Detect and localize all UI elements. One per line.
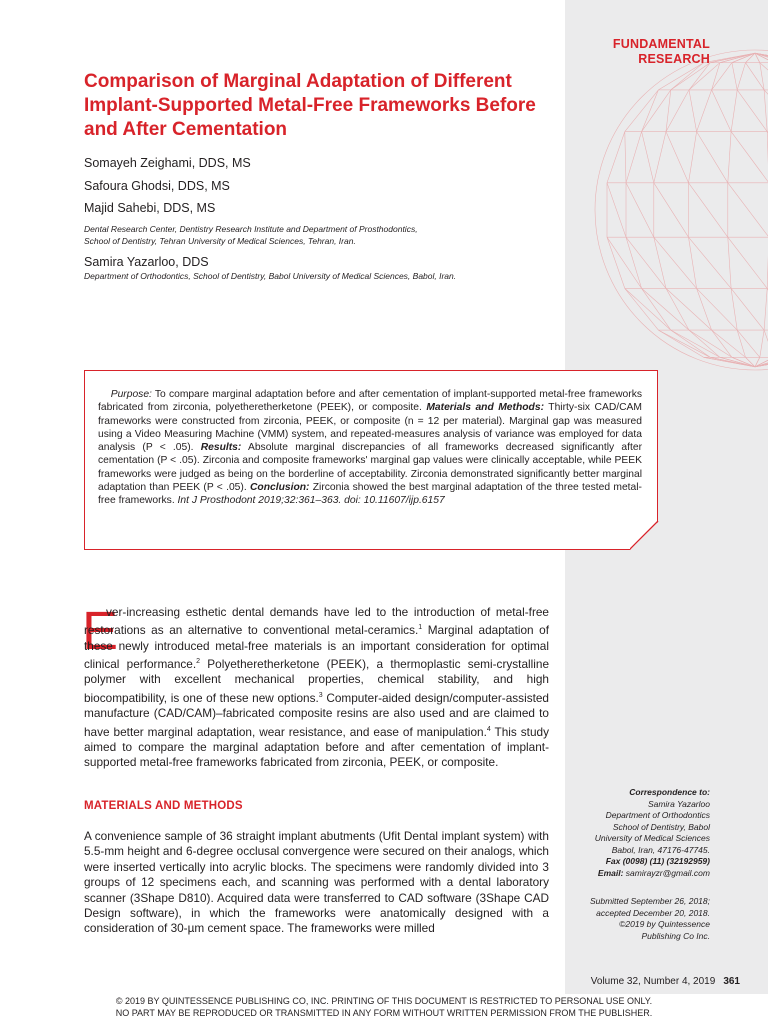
intro-text-3: Polyetheretherketone (PEEK), a thermoplastic semi-crystalline polymer with excellent mechanical properties, chemical stability, and high biocompatibility, is one of these new options. <box>84 657 550 705</box>
abstract-methods: Thirty-six CAD/CAM frameworks were constructed from zirconia, PEEK, or composite (n = 12 per material). Marginal gap was measured using a Video Measuring Machine (VMM) system, and repeated-measures analysis of variance was employed for data analysis (P < .05). <box>98 402 642 454</box>
sphere-mesh-line <box>732 357 755 367</box>
ref-2: 2 <box>196 658 201 666</box>
correspondence-line: Department of Orthodontics <box>605 810 710 820</box>
sphere-mesh-line <box>720 357 755 367</box>
author-4: Samira Yazarloo, DDS <box>84 255 209 269</box>
ref-4: 4 <box>486 725 491 733</box>
ref-1: 1 <box>418 624 423 632</box>
sphere-mesh-line <box>626 132 642 183</box>
affiliation-1-line-2: School of Dentistry, Tehran University of Medical Sciences, Tehran, Iran. <box>84 236 356 246</box>
sphere-mesh-line <box>720 53 755 63</box>
dates-line: ©2019 by Quintessence <box>619 919 710 929</box>
intro-text-1: ver-increasing esthetic dental demands have led to the introduction of metal-free restorations as an alternative to conventional metal-ceramics. <box>84 605 549 638</box>
sphere-mesh-line <box>607 183 626 237</box>
author-2: Safoura Ghodsi, DDS, MS <box>84 179 230 193</box>
author-3: Majid Sahebi, DDS, MS <box>84 201 216 215</box>
sphere-mesh-line <box>654 183 689 237</box>
sphere-mesh-line <box>697 90 712 132</box>
methods-heading: MATERIALS AND METHODS <box>84 800 243 812</box>
article-title: Comparison of Marginal Adaptation of Different Implant-Supported Metal-Free Frameworks Before and After Cementation <box>84 71 536 140</box>
sphere-mesh-line <box>712 63 732 90</box>
intro-text-4: Computer-aided design/computer-assisted manufacture (CAD/CAM)–fabricated composite resins are also used and are claimed to have better marginal adaptation, wear resistance, and ease of manipulation. <box>84 690 549 739</box>
sphere-mesh-line <box>760 330 764 357</box>
copyright-line-2: NO PART MAY BE REPRODUCED OR TRANSMITTED IN ANY FORM WITHOUT WRITTEN PERMISSION FROM THE PUBLISHER. <box>115 1007 653 1018</box>
email-link[interactable]: samirayzr@gmail.com <box>623 867 710 878</box>
sphere-mesh-line <box>689 237 697 288</box>
drop-cap: E <box>82 601 119 661</box>
sphere-mesh-line <box>697 132 728 183</box>
sphere-mesh-line <box>689 237 732 288</box>
geodesic-sphere-graphic <box>565 40 768 380</box>
intro-text-5: This study aimed to compare the marginal adaptation before and after cementation of implant-supported metal-free frameworks fabricated from zirconia, PEEK, or composite. <box>84 724 549 770</box>
sphere-mesh-line <box>625 288 671 330</box>
sphere-mesh-line <box>712 63 720 90</box>
intro-paragraph <box>82 601 550 771</box>
sphere-mesh-line <box>626 237 642 288</box>
sphere-mesh-line <box>755 53 768 63</box>
methods-paragraph: A convenience sample of 36 straight implant abutments (Ufit Dental implant system) with 5.5-mm height and 6-degree occlusal convergence were secured on their analogs, which were inserted vertically into acrylic blocks. The specimens were randomly divided into 3 groups of 12 specimens each, and scanning was performed with a dental laboratory scanner (3Shape D810). Acquired data were transferred to CAD software (3Shape CAD Design software), in which the frameworks were anatomically designed with a consideration of 30-µm cement space. The frameworks were milled <box>84 829 549 936</box>
sphere-mesh-line <box>746 63 765 90</box>
section-label <box>613 37 710 67</box>
dates-line: Submitted September 26, 2018; <box>589 896 710 906</box>
abstract-methods-label: Materials and Methods: <box>426 402 544 414</box>
abstract-results: Absolute marginal discrepancies of all frameworks decreased significantly after cementation (P < .05). Zirconia and composite frameworks' marginal gap values were clinically acceptable, while PEEK frameworks were judged as being on the borderline of acceptability. Zirconia demonstrated significantly better marginal adaptation than PEEK (P < .05). <box>98 442 643 494</box>
correspondence-line: University of Medical Sciences <box>594 833 710 843</box>
sphere-mesh-line <box>737 63 745 90</box>
sphere-mesh-line <box>666 132 689 183</box>
sphere-mesh-line <box>658 330 703 357</box>
email-label: Email: <box>597 867 624 878</box>
section-label-line-1: FUNDAMENTAL <box>612 37 710 51</box>
abstract-conclusion: Zirconia showed the best marginal adaptation of the three tested metal-free frameworks. <box>98 482 642 507</box>
sphere-mesh-line <box>764 288 767 330</box>
sphere-mesh-line <box>654 132 666 183</box>
abstract-box-corner <box>630 521 670 561</box>
sphere-mesh-line <box>642 132 654 183</box>
abstract-purpose: To compare marginal adaptation before and after cementation of implant-supported metal-free frameworks fabricated from zirconia, polyetheretherketone (PEEK), or composite. <box>98 389 642 414</box>
sphere-mesh-line <box>764 330 768 357</box>
sphere-mesh-line <box>666 288 712 330</box>
section-label-line-2: RESEARCH <box>638 52 710 66</box>
sphere-mesh-line <box>712 90 732 132</box>
affiliation-1-line-1: Dental Research Center, Dentistry Research Institute and Department of Prosthodontics, <box>84 224 418 234</box>
sphere-mesh-line <box>697 288 712 330</box>
sphere-mesh-line <box>732 63 737 90</box>
volume-info: Volume 32, Number 4, 2019 <box>590 976 716 987</box>
affiliation-2: Department of Orthodontics, School of Dentistry, Babol University of Medical Sciences, Babol, Iran. <box>84 271 457 281</box>
sphere-mesh-line <box>731 90 737 132</box>
sphere-mesh-line <box>737 330 745 357</box>
sphere-mesh-line <box>732 53 755 63</box>
sphere-outline <box>595 50 768 370</box>
sphere-mesh-line <box>737 90 767 132</box>
page-number: 361 <box>723 976 740 987</box>
abstract-results-label: Results: <box>200 442 242 454</box>
sphere-mesh-line <box>689 132 697 183</box>
sphere-mesh-line <box>666 288 689 330</box>
correspondence-fax: Fax (0098) (11) (32192959) <box>605 856 710 866</box>
correspondence-line: Babol, Iran, 47176-47745. <box>611 844 710 855</box>
sphere-mesh-line <box>689 90 697 132</box>
sphere-mesh-line <box>728 237 767 288</box>
dates-line: Publishing Co Inc. <box>641 930 710 941</box>
sphere-mesh-line <box>666 90 689 132</box>
sphere-mesh-line <box>607 132 625 183</box>
sphere-mesh-line <box>626 183 654 237</box>
sphere-mesh-line <box>625 132 626 183</box>
copyright-notice <box>0 996 768 1019</box>
sphere-mesh-line <box>607 237 642 288</box>
abstract-purpose-label: Purpose: <box>110 389 152 400</box>
sphere-mesh-line <box>642 288 671 330</box>
sphere-mesh-line <box>728 183 768 237</box>
sphere-mesh-line <box>697 288 738 330</box>
submission-dates <box>550 896 710 942</box>
author-1: Somayeh Zeighami, DDS, MS <box>84 156 251 170</box>
sphere-mesh-line <box>760 63 764 90</box>
ref-3: 3 <box>318 691 323 699</box>
sphere-mesh-line <box>728 132 731 183</box>
sphere-mesh-line <box>731 132 768 183</box>
dates-line: accepted December 20, 2018. <box>596 907 710 918</box>
abstract-citation: Int J Prosthodont 2019;32:361–363. doi: 10.11607/ijp.6157 <box>177 495 445 507</box>
correspondence-line: School of Dentistry, Babol <box>612 821 710 832</box>
sphere-mesh-line <box>764 90 767 132</box>
sphere-mesh-line <box>642 288 689 330</box>
intro-text-2: Marginal adaptation of these newly introduced metal-free materials is an important consideration for optimal clinical performance. <box>84 623 549 672</box>
sphere-mesh-line <box>755 357 768 367</box>
abstract <box>98 388 642 508</box>
sphere-mesh-line <box>728 237 731 288</box>
abstract-conclusion-label: Conclusion: <box>249 482 310 494</box>
page-folio <box>591 976 740 987</box>
correspondence-line: Samira Yazarloo <box>647 798 710 809</box>
copyright-line-1: © 2019 BY QUINTESSENCE PUBLISHING CO, INC. PRINTING OF THIS DOCUMENT IS RESTRICTED TO PERSONAL USE ONLY. <box>115 996 653 1006</box>
sphere-mesh-line <box>689 183 728 237</box>
affiliation-1 <box>84 223 554 247</box>
sphere-mesh-line <box>607 237 625 288</box>
correspondence <box>550 787 710 879</box>
correspondence-label: Correspondence to: <box>629 787 710 797</box>
